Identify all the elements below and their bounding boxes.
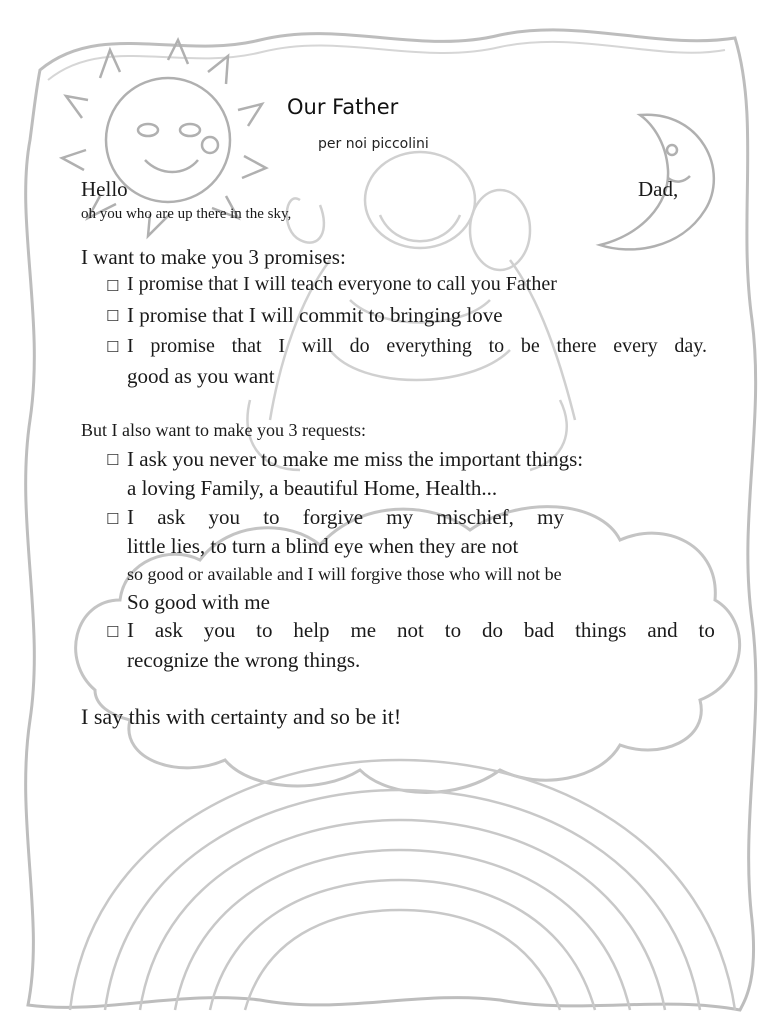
promise-item-2: I promise that I will commit to bringing love [127,303,503,327]
rainbow-illustration [70,760,735,1010]
checkbox-icon: ☐ [106,338,120,356]
checkbox-icon: ☐ [106,451,120,469]
requests-heading: But I also want to make you 3 requests: [81,420,366,440]
request-item-2-line3: so good or available and I will forgive those who will not be [127,564,562,584]
request-item-2-line1: I ask you to forgive my mischief, my [127,505,564,529]
checkbox-icon: ☐ [106,623,120,641]
request-item-1-line2: a loving Family, a beautiful Home, Health... [127,476,498,500]
request-item-3-line1: I ask you to help me not to do bad things and to [127,618,715,642]
greeting-dad: Dad, [638,177,679,201]
request-item-1-line1: I ask you never to make me miss the important things: [127,447,584,471]
request-item-2-line4: So good with me [127,590,270,614]
checkbox-icon: ☐ [106,277,120,295]
request-item-3-line2: recognize the wrong things. [127,648,361,672]
request-item-2-line2: little lies, to turn a blind eye when they are not [127,534,519,558]
greeting-hello: Hello [81,177,128,201]
promise-item-3-line2: good as you want [127,364,275,388]
page-title: Our Father [287,95,399,119]
promise-item-3-line1: I promise that I will do everything to be there every day. [127,335,707,357]
greeting-line2: oh you who are up there in the sky, [81,206,292,222]
checkbox-icon: ☐ [106,307,120,325]
checkbox-icon: ☐ [106,510,120,528]
page-subtitle: per noi piccolini [318,136,429,152]
promises-heading: I want to make you 3 promises: [81,245,346,269]
promise-item-1: I promise that I will teach everyone to call you Father [127,273,557,295]
closing-line: I say this with certainty and so be it! [81,704,402,729]
